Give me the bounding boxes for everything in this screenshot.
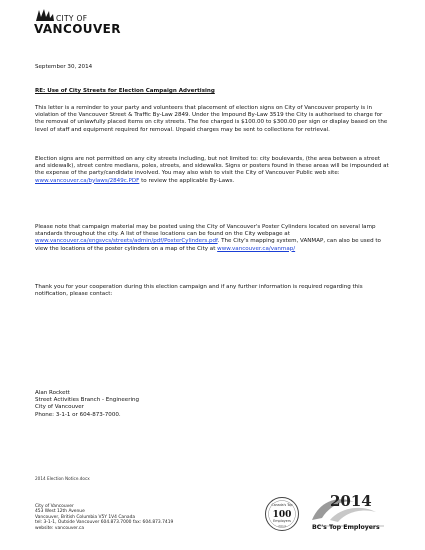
paragraph-3-text-b: . The City's mapping system, VANMAP, can also be used to view the locations of the poster cylinders on a map of the City at [35,238,381,252]
top-100-employers-badge [264,496,300,532]
bylaw-link[interactable]: www.vancouver.ca/bylaws/2849c.PDF [35,177,140,184]
paragraph-2-text: Election signs are not permitted on any city streets including, but not limited to: city boulevards, (the area between a street and sidewalk), street centre medians, poles, streets, and sidewalks. Signs or posters found in these areas will be impounded at the expense of the party/candidate involved. You may also wish to visit the City of Vancouver Public web site: [35,156,389,177]
address-street: 453 West 12th Avenue [35,509,85,515]
badge1-top-text: Canada's Top [271,503,293,507]
signature-name: Alan Rockett [35,390,70,396]
flame-logo-icon [34,8,56,22]
logo-text-small: CITY OF [56,14,88,23]
logo-text-big: VANCOUVER [34,22,121,36]
address-city: Vancouver, British Columbia V5Y 1V4 Canada [35,514,136,520]
city-logo [34,8,144,38]
paragraph-4: Thank you for your cooperation during this election campaign and if any further information is required regarding this notification, please contact: [35,284,363,298]
badge1-bottom-text: Employers [273,519,291,523]
signature-block [35,390,391,419]
paragraph-2-tail: to review the applicable By-Laws. [139,177,235,184]
vanmap-link[interactable]: www.vancouver.ca/vanmap/ [217,245,296,252]
paragraph-3-text-a: Please note that campaign material may be posted using the City of Vancouver's Poster Cylinders located on several lamp standards throughout the city. A list of these locations can be found on the City webpage at [35,224,376,238]
address-org: City of Vancouver [35,504,74,509]
file-name: 2014 Election Notice.docx [35,476,90,481]
signature-phone: Phone: 3-1-1 or 604-873-7000. [35,411,121,418]
footer-address [35,504,173,531]
paragraph-2 [35,156,391,185]
address-web: website: vancouver.ca [35,525,85,531]
badge1-number: 100 [272,510,292,520]
badge1-year: 2014 [278,524,286,528]
badge2-year: 2014 [330,492,372,510]
signature-org: City of Vancouver [35,404,84,411]
poster-cylinders-link[interactable]: www.vancouver.ca/engsvcs/streets/admin/pdf/PosterCylinders.pdf [35,238,218,245]
paragraph-3 [35,224,391,253]
badge2-text: BC's Top Employers [312,524,380,531]
letter-subject: RE: Use of City Streets for Election Campaign Advertising [35,88,215,94]
letter-date: September 30, 2014 [35,64,93,70]
paragraph-1: This letter is a reminder to your party and volunteers that placement of election signs on City of Vancouver property is in violation of the Vancouver Street & Traffic By-Law 2849. Under the Impound By-Law 3519 the City is authorised to charge for the removal of unlawfully placed items on city streets. The fee charged is $100.00 to $300.00 per sign or display based on the level of staff and equipment required for removal. Unpaid charges may be sent to collections for retrieval. [35,105,388,133]
address-tel: tel: 3-1-1, Outside Vancouver 604.873.7000 fax: 604.873.7419 [35,520,174,526]
signature-dept: Street Activities Branch - Engineering [35,397,140,404]
